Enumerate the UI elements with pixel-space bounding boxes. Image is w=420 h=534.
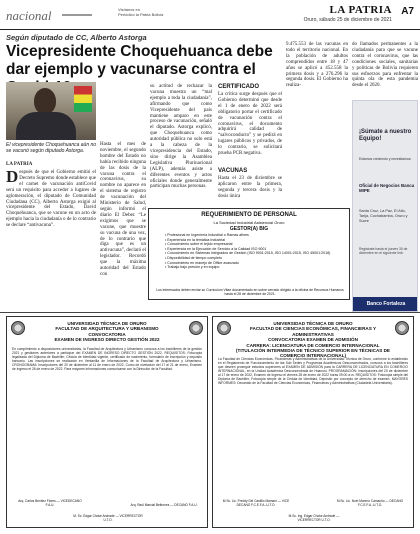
signature-vicerector: M. Sc. Edgar Choke Andrade — VICERRECTOR U.T.O. (73, 514, 143, 522)
list-item: • Experiencia en la Ejecución de Servicio a la Calidad ISO 9001 (165, 247, 341, 252)
list-item: • Conocimiento en manejo de Office avanzado (165, 261, 341, 266)
list-item: • Experiencia en la temática Industrial (165, 238, 341, 243)
article-headline: Vicepresidente Choquehuanca debe dar ejemplo y vacunarse contra el (6, 43, 273, 78)
bank-logo: Banco Fortaleza (353, 297, 418, 311)
requirements-list (165, 233, 341, 270)
requirements-role: GESTOR(A) BIG (229, 226, 269, 232)
notice-heading: UNIVERSIDAD TÉCNICA DE ORURO FACULTAD DE CIENCIAS ECONÓMICAS, FINANCIERAS Y ADMINISTRATIVAS CONVOCATORIA EXAMEN DE ADMISIÓN CARRERA: LICENCIATURA DE COMERCIO INTERNACIONAL (TITULACIÓN INTERMEDIA DE TÉCNICO SUPERIOR EN TÉCNICAS DE COMERCIO INTERNACIONAL) (236, 321, 390, 359)
university-seal-icon (217, 321, 231, 335)
notice-heading: UNIVERSIDAD TÉCNICA DE ORURO FACULTAD DE ARQUITECTURA Y URBANISMO CONVOCATORIA EXAMEN DE INGRESO DIRECTO GESTIÓN 2022 (54, 321, 160, 343)
newspaper-name: LA PATRIA (329, 4, 392, 16)
signature-vicerector: M.Sc. Ing. Edgar Choke Andrade — VICERRECTOR U.T.O. (288, 514, 340, 522)
article-column-1: Después de que el Gobierno emitió el Decreto Supremo donde establece que el carnet de vacunación antiCovid será un requisito para acceder a lugares de aglomeración, el diputado de Comunidad Ciudadana (CC), Alberto Astorga exigió al vicepresidente del Estado, David Choquehuanca, que se vacune en un acto de ejemplo hacia la ciudadanía o de lo contrario se declare “antivacuna”. (6, 167, 96, 229)
dateline: Oruro, sábado 25 de diciembre de 2021 (303, 17, 392, 23)
article-column-3: su actitud de rechazar la vacuna muestra un “mal ejemplo a toda la ciudadanía”, afirmando que como Vicepresidente del país mantiene amparo en este proceso de vacunación, señaló el diputado. Astorga explicó, que Choquehuanca como autoridad pública no solo está a la cabeza de la vicepresidencia del Estado, sino dirige la Asamblea Legislativa Plurinacional (ALP), además asiste a diferentes eventos y actos oficiales donde generalmente participan muchas personas. (150, 84, 212, 190)
article-column-4: La crítica surge después que el Gobierno determinó que desde el 1 de enero de 2022 será obligatorio portar el certificado de vacunación contra el coronavirus, el documento adquirirá calidad de “salvoconducto” y se pedirá en lugares públicos y privados, de lo contrario, se solicitará prueba PCR negativa. (218, 92, 282, 157)
list-item: • Disponibilidad de tiempo completo (165, 256, 341, 261)
signature-vicedean: Arq. Carlos Benítez Flores — VICEDECANO F.A.U. (18, 499, 82, 507)
subhead-certificado: CERTIFICADO (218, 84, 259, 90)
bank-job-ad (352, 100, 418, 312)
signature-vicedean: M.Sc. Lic. Freddy Del Castillo Mamani — VICE DECANO F.C.E.F.A.-U.T.O. (222, 499, 290, 507)
notice-economics (212, 316, 414, 528)
photo-caption: El vicepresidente Choquehuanca aún no se vacunó según diputado Astorga. (6, 142, 97, 154)
article-kicker: Según diputado de CC, Alberto Astorga (6, 33, 147, 42)
article-column-5: Hasta el 23 de diciembre se aplicaron entre la primera, segunda y tercera dosis y la dosis única (218, 176, 282, 199)
notice-body: La Facultad de Ciencias Económicas, Financieras y Administrativas de la Universidad Técnica de Oruro, conforme lo establecido en el Reglamento de Funcionamiento de las Sub Sedes y Programas Académicos Desconcentrados, convoca a los bachilleres que deseen proseguir estudios superiores al EXAMEN DE ADMISIÓN para la CARRERA DE LICENCIATURA EN COMERCIO INTERNACIONAL, en la Unidad Académica Desconcentrada de Huanuni. PROGRAMACIÓN: Inscripciones del 20 de diciembre al 17 de enero de 2022, Examen de Ingreso el viernes 28 de enero de 2022 horas 09:00 a.m. REQUISITOS: Fotocopia simple del Diploma de Bachiller, Fotocopia simple de la Cédula de Identidad, Depósito por concepto de derecho de examen. MAYORES INFORMES: Decanato de la Facultad de Ciencias Económicas, Financieras y Administrativas (Ciudadela Universitaria). (218, 357, 408, 385)
signature-dean: Arq. Raúl Marcial Beltrones — DECANO F.A.U. (130, 503, 198, 507)
notice-architecture (6, 316, 208, 528)
faculty-seal-icon (189, 321, 203, 335)
requirements-org: La Sociedad Industrial Asistencial Oruro (213, 220, 285, 225)
requirements-title: REQUERIMIENTO DE PERSONAL (201, 212, 297, 218)
page-divider (0, 312, 420, 313)
list-item: • Profesional en Ingeniería Industrial o Ramas afines (165, 233, 341, 238)
vicepresident-photo (6, 82, 96, 140)
page-header (0, 0, 420, 30)
requirements-footer: Los interesados deben enviar su Curriculum Vitae documentado en sobre cerrado dirigido a la oficina de Recursos Humanos hasta el 28 de diciembre de 2021. (156, 288, 344, 296)
article-column-7: do llamados permanentes a la ciudadanía para que se vacune contra el coronavirus, que las condiciones sociales, sanitarias y políticas de Bolivia requieren sus esfuerzos para enfrentar la quinta ola de esta pandemia desde el 2020. (352, 42, 418, 89)
bolivia-flag-icon (74, 86, 92, 112)
ad-note: Registrate hasta el jueves 30 de diciembre en el siguiente link: (359, 247, 408, 256)
website-promo: Visítanos en Periódico la Patria Bolivia (118, 7, 164, 17)
list-item: • Trabajo bajo presión y en equipo (165, 265, 341, 270)
section-label: nacional (6, 8, 52, 23)
article-column-6: 9.475.553 de las vacunas en todo el territorio nacional. En la población de adultos comprendidos entre 18 y 47 años se aplicó a 452.558 la primera dosis y a 276.296 la segunda dosis. El Gobierno ha realiza- (286, 42, 348, 89)
article-source: LA PATRIA (6, 162, 33, 167)
subhead-vacunas: VACUNAS (218, 168, 248, 174)
notice-body: En cumplimiento a disposiciones universitarias, la Facultad de Arquitectura y Urbanismo convoca a los bachilleres de la gestión 2021 y gestiones anteriores a participar del EXAMEN DE INGRESO DIRECTO GESTIÓN 2022. REQUISITOS: Fotocopia legalizada del Diploma de Bachiller, Cédula de Identidad vigente, certificado de nacimiento, formulario de inscripción y depósito bancario. Las inscripciones se realizarán en Ventanilla de Informaciones de la Facultad de Arquitectura y Urbanismo. CRONOGRAMA: Inscripciones del 20 de diciembre al 11 de enero de 2022, Curso de nivelación del 17 al 21 de enero, Examen de Ingreso el 26 de enero de 2022. Para mayores informaciones comunicarse con la Dirección de la Facultad. (12, 347, 202, 371)
list-item: • Conocimiento sobre el tejido empresarial (165, 242, 341, 247)
section-rule (62, 14, 92, 16)
ad-title: ¡Súmate a nuestro Equipo! (359, 129, 412, 142)
page-number: A7 (401, 6, 414, 17)
job-requirements-box (148, 208, 350, 300)
ad-places: Santa Cruz, La Paz, El Alto, Tarija, Cochabamba, Oruro y Sucre (359, 209, 408, 223)
article-column-2: Hasta el mes de noviembre, el segundo hombre del Estado no había recibido ninguna de las dosis de la vacuna contra el coronavirus, su nombre no aparece en el sistema de registro de vacunación del Ministerio de Salud, según informó el diario El Deber. “Le exigimos que se vacune, que muestre su vacuna de una vez, de lo contrario que diga que es un antivacuna”, declaró el legislador. Recordó que la máxima autoridad del Estado con (100, 142, 146, 277)
signature-dean: M.Sc. Lic. Noel Moreno Camacho — DECANO F.C.E.F.A.-U.T.O. (336, 499, 404, 507)
ad-subtitle: Estamos creciendo y necesitamos: (359, 157, 412, 161)
ad-role: Oficial de Negocios Banca MIPE (359, 183, 415, 194)
university-seal-icon (11, 321, 25, 335)
faculty-seal-icon (395, 321, 409, 335)
dropcap: D (6, 167, 19, 186)
list-item: • Conocimiento en Sistemas Integrados de Gestión (ISO 9001:2015, ISO 14001:2015, ISO 45001:2018) (165, 251, 341, 256)
